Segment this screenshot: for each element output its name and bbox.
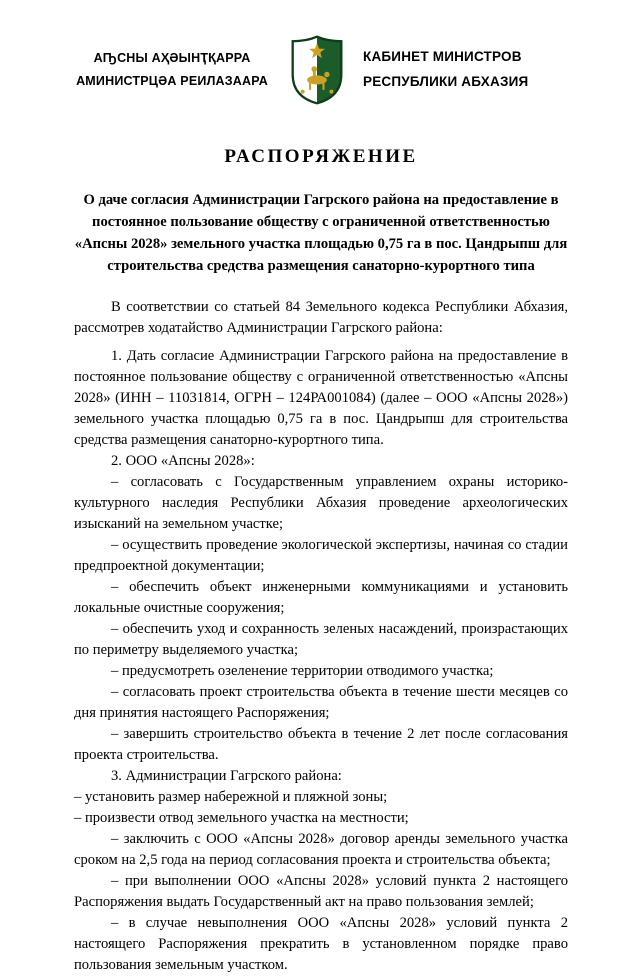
document-subject: О даче согласия Администрации Гагрского района на предоставление в постоянное пользование обществу с ограниченной ответственностью «Апсны 2028» земельного участка площадью 0,75 га в пос. Цандрыпш для строительства средства размещения санаторно-курортного типа [74, 192, 568, 274]
org-name-abkhazian-line2: АМИНИСТРЦӘА РЕИЛАЗААРА [76, 74, 268, 88]
doc-paragraph: 3. Администрации Гагрского района: [111, 767, 342, 784]
intro-paragraph: В соответствии со статьей 84 Земельного кодекса Республики Абхазия, рассмотрев ходатайство Администрации Гагрского района: [74, 298, 568, 336]
coat-of-arms-icon [290, 33, 344, 107]
doc-paragraph: – в случае невыполнения ООО «Апсны 2028» условий пункта 2 настоящего Распоряжения прекратить в установленном порядке право пользования земельным участком. [74, 914, 568, 973]
doc-paragraph: – предусмотреть озеленение территории отводимого участка; [111, 662, 494, 679]
doc-paragraph: 2. ООО «Апсны 2028»: [111, 452, 255, 469]
doc-paragraph: – завершить строительство объекта в течение 2 лет после согласования проекта строительства. [74, 725, 568, 763]
doc-paragraph: – согласовать с Государственным управлением охраны историко-культурного наследия Республики Абхазия проведение археологических изысканий на земельном участке; [74, 473, 568, 532]
doc-paragraph: – согласовать проект строительства объекта в течение шести месяцев со дня принятия настоящего Распоряжения; [74, 683, 568, 721]
doc-paragraph: – произвести отвод земельного участка на местности; [74, 809, 409, 826]
org-name-russian-line2: РЕСПУБЛИКИ АБХАЗИЯ [363, 74, 529, 89]
doc-paragraph: – обеспечить уход и сохранность зеленых насаждений, произрастающих по периметру выделяемого участка; [74, 620, 568, 658]
doc-paragraph: – обеспечить объект инженерными коммуникациями и установить локальные очистные сооружения; [74, 578, 568, 616]
org-name-russian [363, 45, 568, 95]
doc-paragraph: – при выполнении ООО «Апсны 2028» условий пункта 2 настоящего Распоряжения выдать Государственный акт на право пользования землей; [74, 872, 568, 910]
doc-paragraph: 1. Дать согласие Администрации Гагрского района на предоставление в постоянное пользование обществу с ограниченной ответственностью «Апсны 2028» (ИНН – 11031814, ОГРН – 124РА001084) (далее – ООО «Апсны 2028») земельного участка площадью 0,75 га в пос. Цандрыпш для строительства средства размещения санаторно-курортного типа. [74, 347, 568, 448]
document-body [74, 297, 568, 976]
doc-paragraph: – заключить с ООО «Апсны 2028» договор аренды земельного участка сроком на 2,5 года на период согласования проекта и строительства объекта; [74, 830, 568, 868]
doc-paragraph: – установить размер набережной и пляжной зоны; [74, 788, 388, 805]
org-name-abkhazian-line1: АҦСНЫ АҲӘЫНҬҚАРРА [93, 50, 251, 65]
coat-of-arms-emblem [289, 32, 345, 108]
org-name-abkhazian [74, 47, 270, 93]
document-header [74, 32, 568, 108]
org-name-russian-line1: КАБИНЕТ МИНИСТРОВ [363, 49, 522, 65]
doc-paragraph: – осуществить проведение экологической экспертизы, начиная со стадии предпроектной документации; [74, 536, 568, 574]
document-title: РАСПОРЯЖЕНИЕ [224, 146, 418, 167]
